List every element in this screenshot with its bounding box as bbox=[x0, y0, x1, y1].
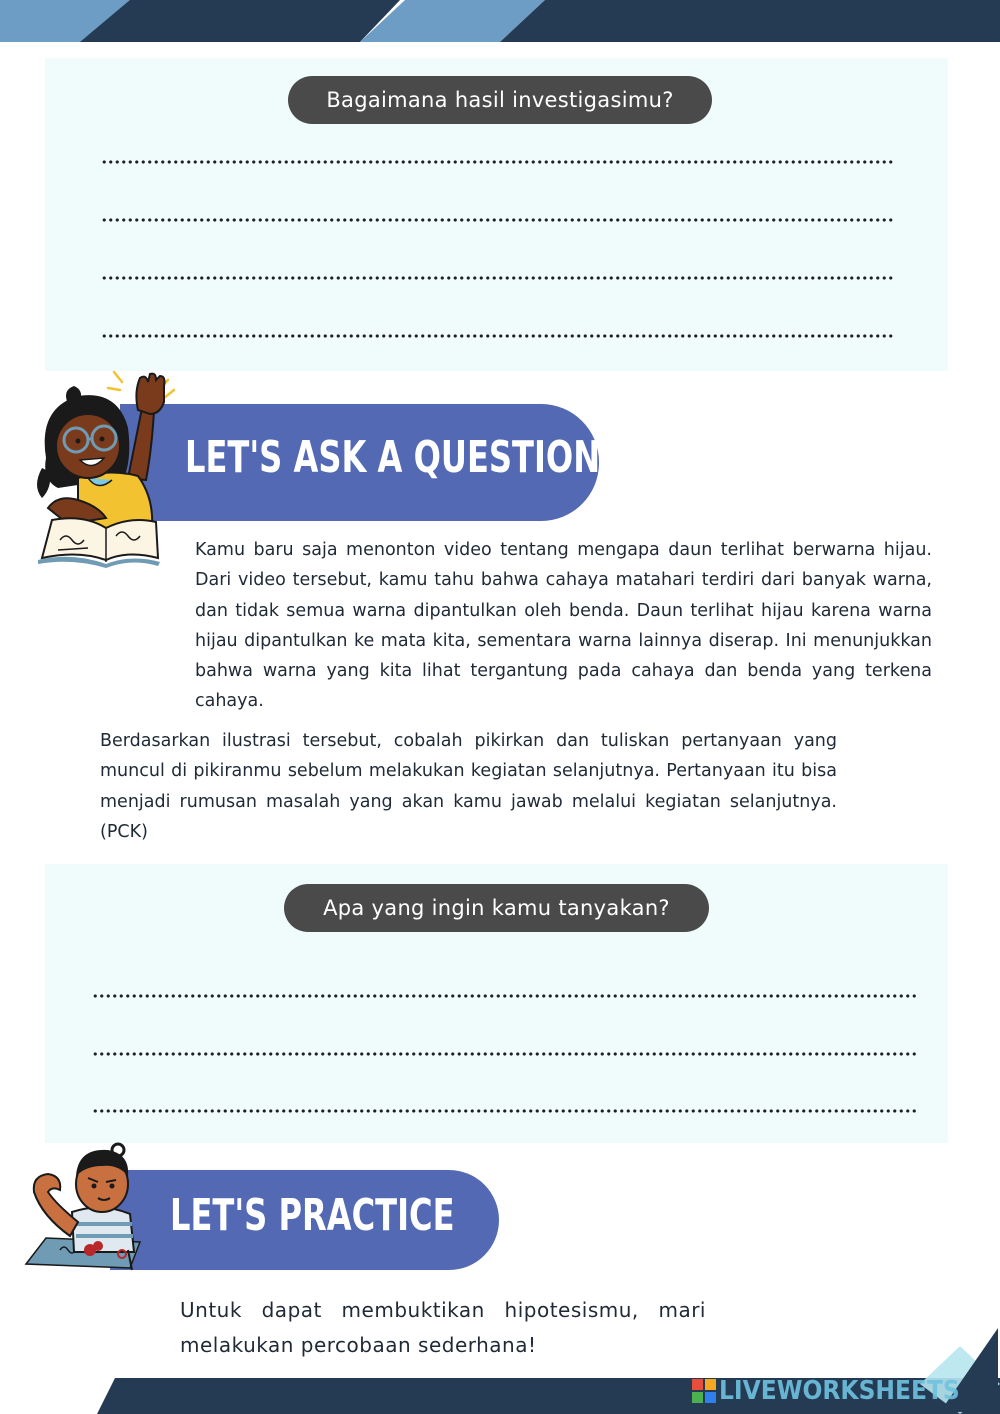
pck-tag: (PCK) bbox=[100, 821, 148, 842]
top-decorative-bar bbox=[0, 0, 1000, 42]
question-answer-line[interactable] bbox=[92, 1109, 916, 1113]
question-answer-line[interactable] bbox=[92, 1052, 916, 1056]
question-prompt: Apa yang ingin kamu tanyakan? bbox=[284, 884, 709, 932]
question-answer-line[interactable] bbox=[92, 994, 916, 998]
girl-reading-illustration bbox=[28, 368, 198, 568]
liveworksheets-logo bbox=[692, 1376, 987, 1406]
answer-line[interactable] bbox=[101, 276, 893, 280]
liveworksheets-text: LIVEWORKSHEETS bbox=[719, 1376, 960, 1406]
liveworksheets-logo-icon bbox=[692, 1379, 716, 1403]
question-instruction-paragraph bbox=[100, 726, 837, 847]
question-instruction-text: Berdasarkan ilustrasi tersebut, cobalah pikirkan dan tuliskan pertanyaan yang muncul di pikiranmu sebelum melakukan kegiatan selanjutnya. Pertanyaan itu bisa menjadi rumusan masalah yang akan kamu jawab melalui kegiatan selanjutnya. bbox=[100, 731, 837, 812]
ask-question-title: LET'S ASK A QUESTION bbox=[185, 432, 601, 483]
answer-line[interactable] bbox=[101, 218, 893, 222]
answer-line[interactable] bbox=[101, 334, 893, 338]
video-explanation-paragraph: Kamu baru saja menonton video tentang mengapa daun terlihat berwarna hijau. Dari video tersebut, kamu tahu bahwa cahaya matahari terdiri dari banyak warna, dan tidak semua warna dipantulkan oleh benda. Daun terlihat hijau karena warna hijau dipantulkan ke mata kita, sementara warna lainnya diserap. Ini menunjukkan bahwa warna yang kita lihat tergantung pada cahaya dan benda yang terkena cahaya. bbox=[195, 540, 932, 712]
boy-writing-illustration bbox=[22, 1142, 152, 1272]
practice-paragraph: Untuk dapat membuktikan hipotesismu, mari melakukan percobaan sederhana! bbox=[180, 1298, 706, 1357]
investigation-result-prompt: Bagaimana hasil investigasimu? bbox=[288, 76, 712, 124]
answer-line[interactable] bbox=[101, 160, 893, 164]
practice-title: LET'S PRACTICE bbox=[170, 1190, 455, 1241]
